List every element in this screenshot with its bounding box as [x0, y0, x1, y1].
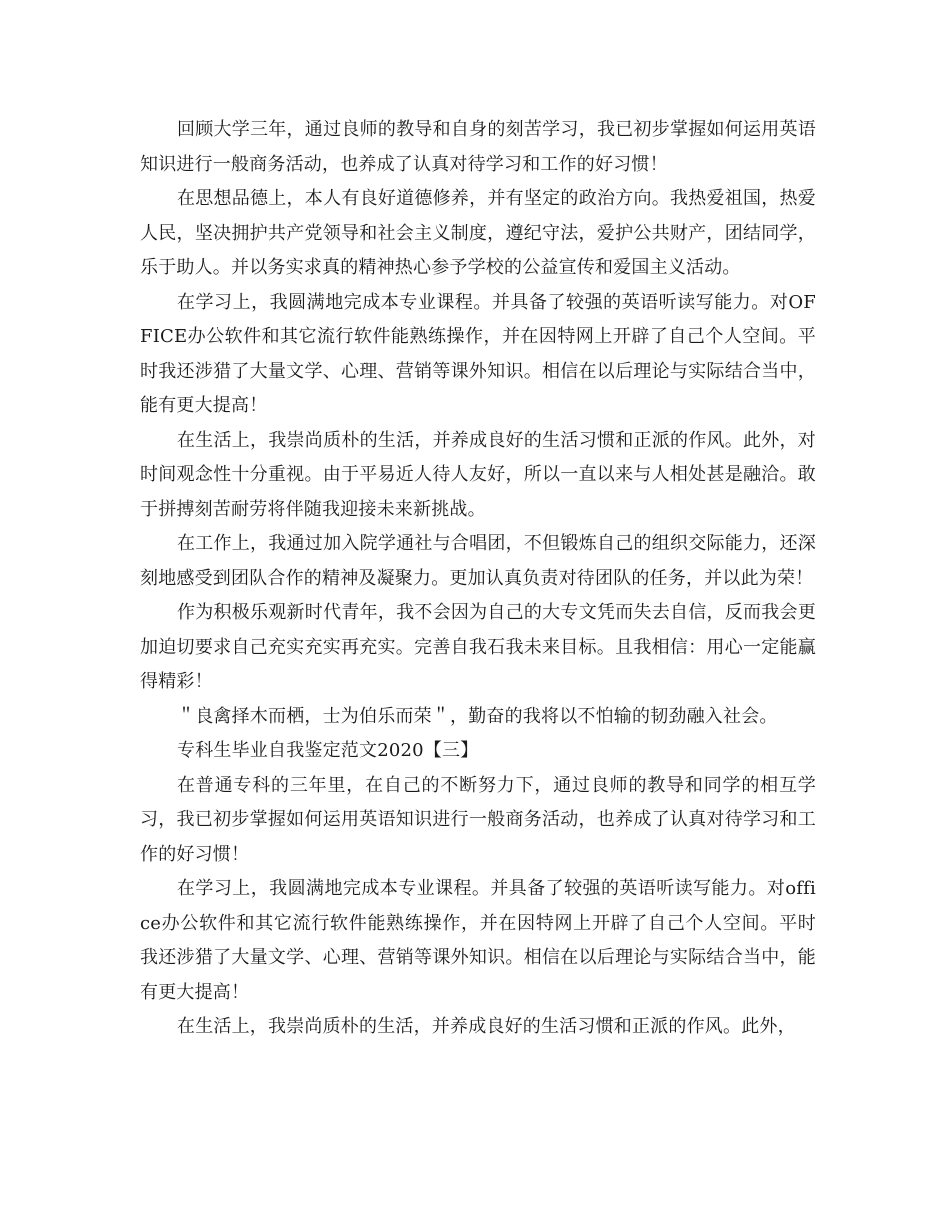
paragraph-ideology-morality: 在思想品德上，本人有良好道德修养，并有坚定的政治方向。我热爱祖国，热爱人民，坚决拥护共产党领导和社会主义制度，遵纪守法，爱护公共财产，团结同学，乐于助人。并以务实求真的精神热心参予学校的公益宣传和爱国主义活动。: [140, 188, 816, 278]
paragraph-life: 在生活上，我崇尚质朴的生活，并养成良好的生活习惯和正派的作风。此外，对时间观念性十分重视。由于平易近人待人友好，所以一直以来与人相处甚是融洽。敢于拼搏刻苦耐劳将伴随我迎接未来新挑战。: [140, 429, 816, 520]
paragraph-review-three-years: 回顾大学三年，通过良师的教导和自身的刻苦学习，我已初步掌握如何运用英语知识进行一般商务活动，也养成了认真对待学习和工作的好习惯！: [140, 119, 816, 175]
document-body: [140, 113, 816, 1045]
section-heading: 专科生毕业自我鉴定范文2020【三】: [177, 740, 479, 761]
paragraph-optimism: 作为积极乐观新时代青年，我不会因为自己的大专文凭而失去自信，反而我会更加迫切要求自己充实充实再充实。完善自我石我未来目标。且我相信：用心一定能赢得精彩！: [140, 602, 816, 692]
paragraph-life-second: 在生活上，我崇尚质朴的生活，并养成良好的生活习惯和正派的作风。此外，: [177, 1016, 796, 1037]
paragraph-three-years-junior-college: 在普通专科的三年里，在自己的不断努力下，通过良师的教导和同学的相互学习，我已初步掌握如何运用英语知识进行一般商务活动，也养成了认真对待学习和工作的好习惯！: [140, 774, 816, 865]
paragraph-work: 在工作上，我通过加入院学通社与合唱团，不但锻炼自己的组织交际能力，还深刻地感受到团队合作的精神及凝聚力。更加认真负责对待团队的任务，并以此为荣！: [140, 533, 816, 589]
paragraph-study: 在学习上，我圆满地完成本专业课程。并具备了较强的英语听读写能力。对OFFICE办公软件和其它流行软件能熟练操作，并在因特网上开辟了自己个人空间。平时我还涉猎了大量文学、心理、营销等课外知识。相信在以后理论与实际结合当中，能有更大提高！: [140, 291, 816, 416]
paragraph-quote: ＂良禽择木而栖，士为伯乐而荣＂，勤奋的我将以不怕输的韧劲融入社会。: [177, 705, 778, 727]
paragraph-study-second: 在学习上，我圆满地完成本专业课程。并具备了较强的英语听读写能力。对office办公软件和其它流行软件能熟练操作，并在因特网上开辟了自己个人空间。平时我还涉猎了大量文学、心理、营销等课外知识。相信在以后理论与实际结合当中，能有更大提高！: [140, 878, 816, 1003]
